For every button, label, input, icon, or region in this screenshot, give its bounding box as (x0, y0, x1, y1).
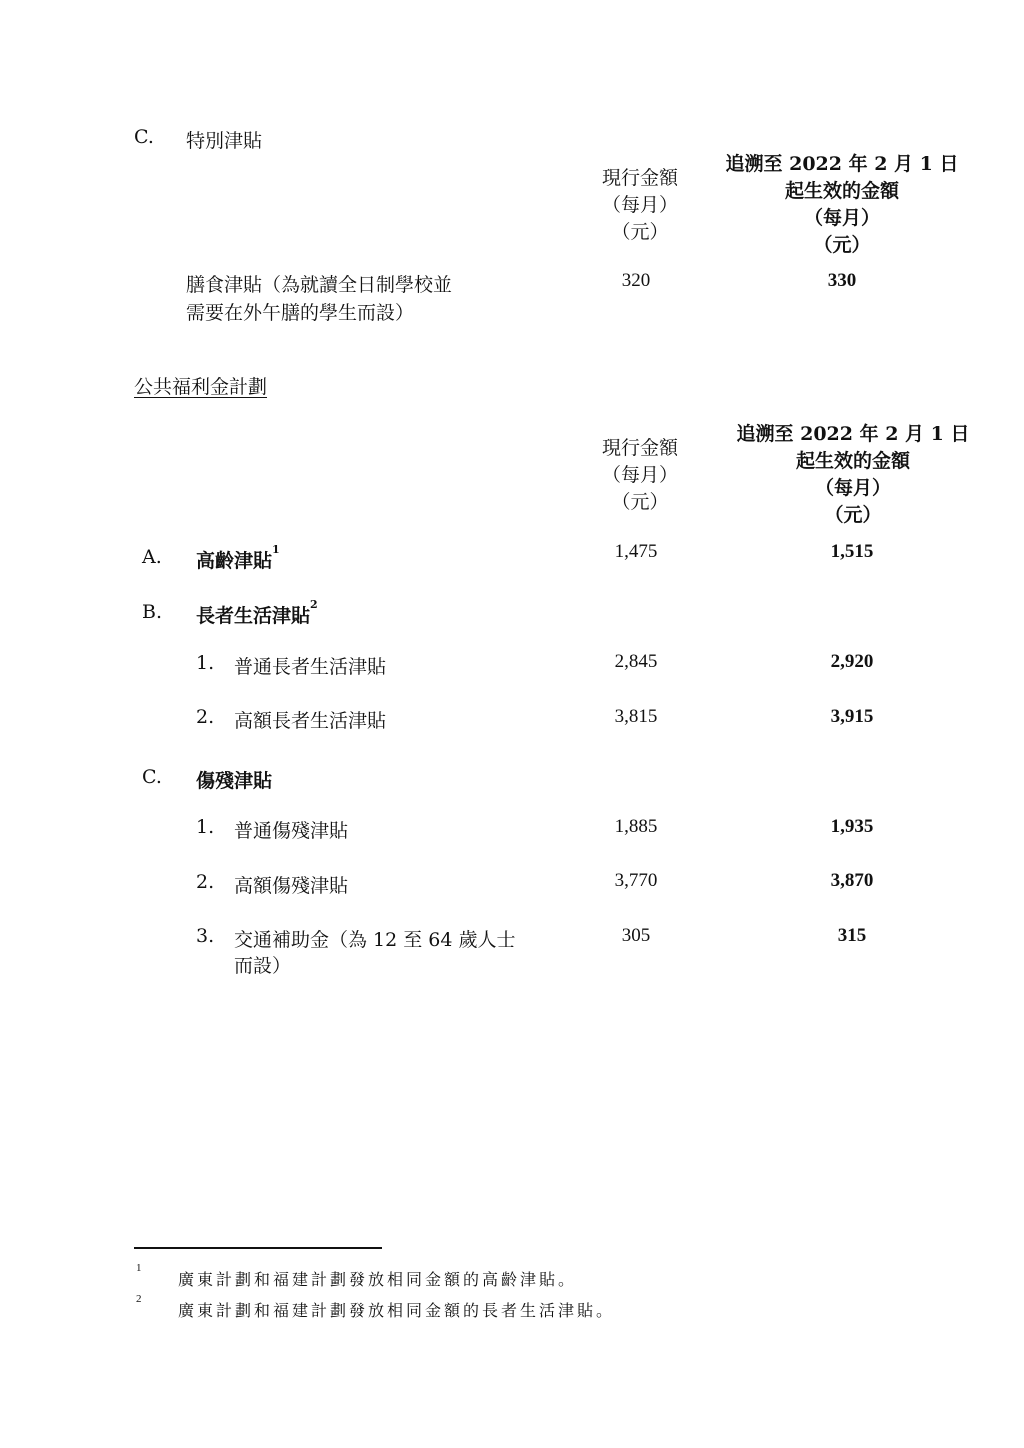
footnote-ref-1: 1 (272, 543, 280, 556)
old-age-allowance-label: 高齡津貼$^1$ (196, 543, 280, 572)
column-header-current: 現行金額 （每月） （元） (601, 167, 678, 243)
column-header-new: 追溯至 2022 年 2 月 1 日 起生效的金額 （每月） （元） (725, 153, 959, 256)
old-age-allowance-new: 1,515 (830, 541, 874, 562)
meal-allowance-label-line2: 需要在外午膳的學生而設） (186, 302, 415, 324)
row-c3-new: 315 (837, 925, 867, 946)
meal-allowance-label-line1: 膳食津貼（為就讀全日制學校並 (186, 274, 453, 296)
row-c2-new: 3,870 (830, 870, 874, 891)
row-c-letter: C. (142, 766, 162, 788)
footnote-ref-2: 2 (310, 598, 318, 611)
row-b1-current: 2,845 (614, 651, 658, 672)
row-b1-label: 普通長者生活津貼 (234, 656, 387, 678)
section-c-title: 特別津貼 (186, 130, 263, 152)
row-b1-new: 2,920 (830, 651, 874, 672)
row-b2-new: 3,915 (830, 706, 874, 727)
row-a-letter: A. (142, 546, 162, 568)
ssa-column-header-new: 追溯至 2022 年 2 月 1 日 起生效的金額 （每月） （元） (736, 423, 970, 526)
footnote-1-number: 1 (136, 1262, 142, 1274)
ssa-title: 公共福利金計劃 (134, 376, 268, 398)
footnote-1-text: 廣東計劃和福建計劃發放相同金額的高齡津貼。 (178, 1270, 578, 1289)
ssa-column-header-current: 現行金額 （每月） （元） (601, 437, 678, 513)
meal-allowance-new: 330 (827, 270, 857, 291)
old-age-living-allowance-label: 長者生活津貼$^2$ (196, 598, 318, 627)
row-c2-num: 2. (196, 871, 215, 893)
row-c2-label: 高額傷殘津貼 (234, 875, 349, 897)
footnote-separator (134, 1247, 382, 1249)
meal-allowance-current: 320 (621, 270, 651, 291)
row-c1-new: 1,935 (830, 816, 874, 837)
footnote-2-number: 2 (136, 1293, 142, 1305)
row-c2-current: 3,770 (614, 870, 658, 891)
old-age-allowance-current: 1,475 (614, 541, 658, 562)
row-b1-num: 1. (196, 652, 215, 674)
section-c-letter: C. (134, 126, 154, 148)
row-b2-label: 高額長者生活津貼 (234, 710, 387, 732)
row-b-letter: B. (142, 601, 163, 623)
footnote-2-text: 廣東計劃和福建計劃發放相同金額的長者生活津貼。 (178, 1301, 616, 1320)
disability-allowance-label: 傷殘津貼 (196, 770, 273, 792)
row-b2-num: 2. (196, 706, 215, 728)
row-c3-label-line1: 交通補助金（為 12 至 64 歲人士 (234, 929, 516, 951)
row-c3-label-line2: 而設） (234, 955, 292, 977)
row-c3-current: 305 (621, 925, 651, 946)
row-c1-current: 1,885 (614, 816, 658, 837)
row-c3-num: 3. (196, 925, 215, 947)
row-b2-current: 3,815 (614, 706, 658, 727)
row-c1-num: 1. (196, 816, 215, 838)
row-c1-label: 普通傷殘津貼 (234, 820, 349, 842)
